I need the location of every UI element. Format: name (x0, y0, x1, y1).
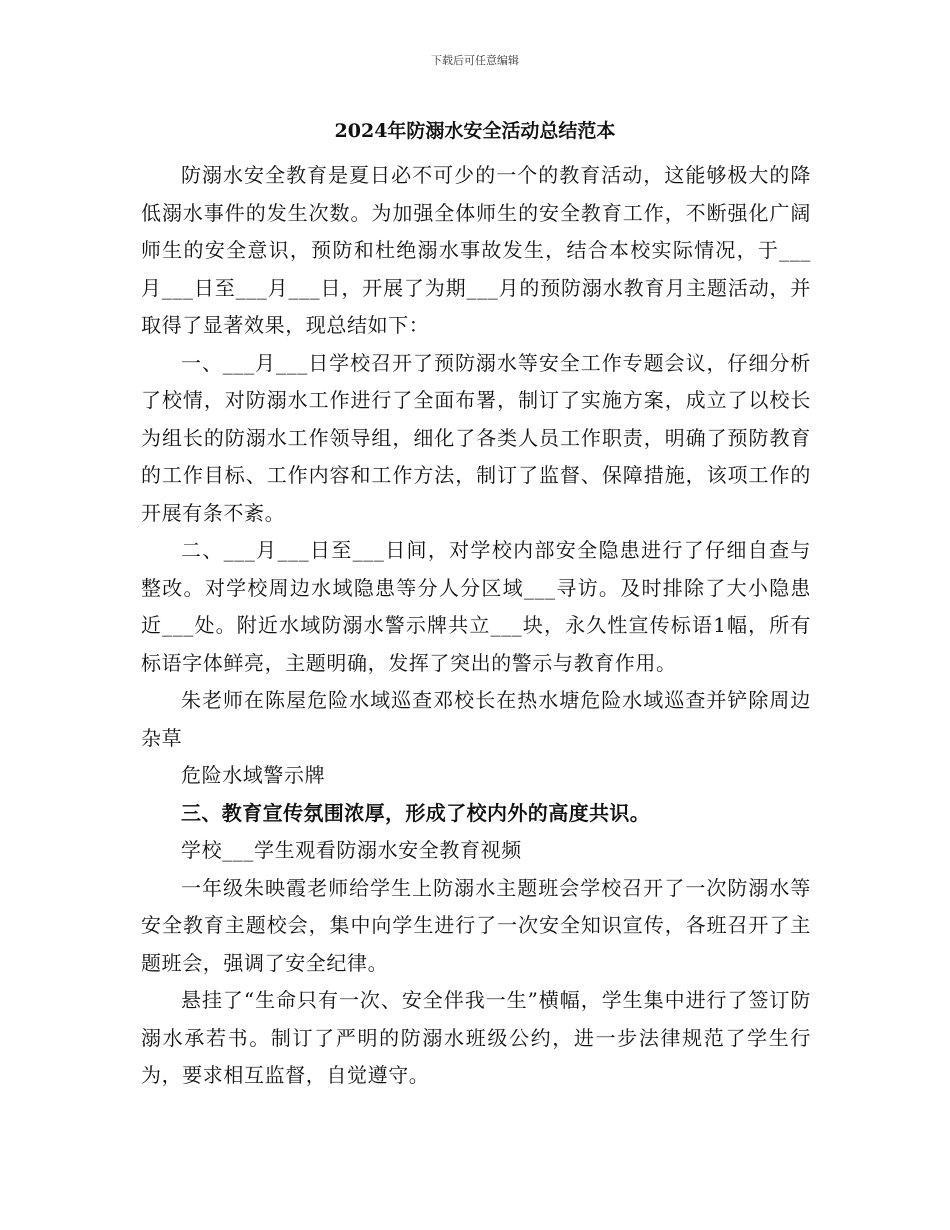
paragraph-section-1: 一、___月___日学校召开了预防溺水等安全工作专题会议，仔细分析了校情，对防溺水工作进行了全面布署，制订了实施方案，成立了以校长为组长的防溺水工作领导组，细化了各类人员工作职责，明确了预防教育的工作目标、工作内容和工作方法，制订了监督、保障措施，该项工作的开展有条不紊。 (141, 350, 811, 525)
document-body (141, 157, 811, 1095)
header-note: 下载后可任意编辑 (431, 54, 519, 67)
paragraph-section-2: 二、___月___日至___日间，对学校内部安全隐患进行了仔细自查与整改。对学校周边水域隐患等分人分区域___寻访。及时排除了大小隐患近___处。附近水域防溺水警示牌共立___块，永久性宣传标语1幅，所有标语字体鲜亮，主题明确，发挥了突出的警示与教育作用。 (141, 538, 811, 675)
photo-caption-video: 学校___学生观看防溺水安全教育视频 (181, 838, 522, 862)
paragraph-banner: 悬挂了“生命只有一次、安全伴我一生”横幅，学生集中进行了签订防溺水承若书。制订了严明的防溺水班级公约，进一步法律规范了学生行为，要求相互监督，自觉遵守。 (141, 988, 811, 1087)
document-title: 2024年防溺水安全活动总结范本 (334, 120, 616, 142)
paragraph-class-meeting: 一年级朱映霞老师给学生上防溺水主题班会学校召开了一次防溺水等安全教育主题校会，集中向学生进行了一次安全知识宣传，各班召开了主题班会，强调了安全纪律。 (141, 875, 811, 975)
paragraph-intro: 防溺水安全教育是夏日必不可少的一个的教育活动，这能够极大的降低溺水事件的发生次数。为加强全体师生的安全教育工作，不断强化广阔师生的安全意识，预防和杜绝溺水事故发生，结合本校实际情况，于___月___日至___月___日，开展了为期___月的预防溺水教育月主题活动，并取得了显著效果，现总结如下： (141, 163, 811, 337)
photo-caption-patrol: 朱老师在陈屋危险水域巡查邓校长在热水塘危险水域巡查并铲除周边杂草 (141, 688, 811, 750)
section-heading-3: 三、教育宣传氛围浓厚，形成了校内外的高度共识。 (181, 800, 651, 825)
photo-caption-sign: 危险水域警示牌 (181, 763, 326, 787)
